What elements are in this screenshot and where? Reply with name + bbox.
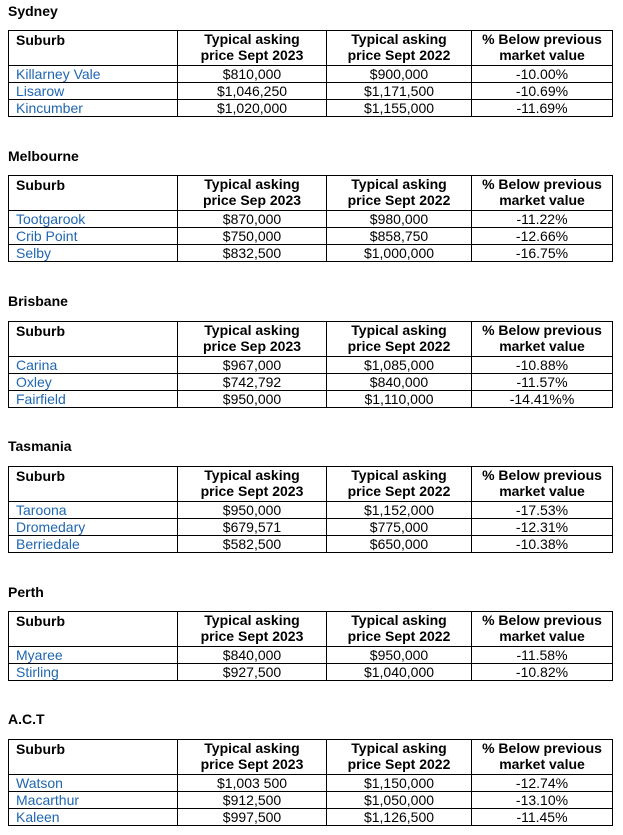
header-below-previous (472, 740, 613, 775)
header-text: price Sept 2023 (200, 756, 304, 772)
cell-suburb[interactable]: Berriedale (9, 536, 178, 553)
header-text: Typical asking (351, 176, 447, 192)
header-text: Typical asking (204, 176, 300, 192)
header-suburb: Suburb (9, 612, 178, 647)
cell-suburb[interactable]: Taroona (9, 502, 178, 519)
header-suburb: Suburb (9, 31, 178, 66)
table-row (9, 664, 613, 681)
header-text: Typical asking (204, 467, 300, 483)
cell-suburb[interactable]: Lisarow (9, 83, 178, 100)
header-text: price Sept 2023 (200, 628, 304, 644)
table-row (9, 245, 613, 262)
header-text: % Below previous (482, 322, 602, 338)
cell-price-2022: $1,155,000 (327, 100, 472, 117)
header-text: Typical asking (204, 612, 300, 628)
cell-price-2023: $750,000 (178, 228, 327, 245)
table-sydney (8, 30, 613, 117)
cell-price-2022: $1,000,000 (327, 245, 472, 262)
header-suburb: Suburb (9, 176, 178, 211)
table-brisbane (8, 321, 613, 408)
header-text: market value (499, 628, 585, 644)
header-text: % Below previous (482, 31, 602, 47)
table-row (9, 647, 613, 664)
section-title-a-c-t: A.C.T (8, 711, 45, 727)
cell-price-2022: $1,040,000 (327, 664, 472, 681)
header-text: Typical asking (351, 467, 447, 483)
header-text: price Sept 2022 (347, 756, 451, 772)
cell-price-2023: $679,571 (178, 519, 327, 536)
header-text: Typical asking (351, 31, 447, 47)
section-title-perth: Perth (8, 584, 44, 600)
cell-price-2023: $1,020,000 (178, 100, 327, 117)
table-row (9, 502, 613, 519)
cell-below-pct: -11.69% (472, 100, 613, 117)
cell-suburb[interactable]: Macarthur (9, 792, 178, 809)
header-text: market value (499, 483, 585, 499)
header-asking-2023 (178, 322, 327, 357)
cell-price-2022: $1,050,000 (327, 792, 472, 809)
cell-price-2022: $1,085,000 (327, 357, 472, 374)
header-suburb: Suburb (9, 322, 178, 357)
header-text: price Sep 2023 (202, 338, 302, 354)
cell-price-2022: $1,171,500 (327, 83, 472, 100)
table-row (9, 66, 613, 83)
header-text: Typical asking (351, 740, 447, 756)
cell-price-2022: $1,150,000 (327, 775, 472, 792)
header-asking-2022 (327, 740, 472, 775)
header-asking-2023 (178, 176, 327, 211)
cell-below-pct: -16.75% (472, 245, 613, 262)
table-a-c-t (8, 739, 613, 826)
header-text: market value (499, 192, 585, 208)
cell-price-2022: $1,110,000 (327, 391, 472, 408)
table-row (9, 228, 613, 245)
cell-price-2023: $832,500 (178, 245, 327, 262)
header-text: price Sept 2023 (200, 47, 304, 63)
table-row (9, 391, 613, 408)
table-row (9, 792, 613, 809)
cell-below-pct: -10.00% (472, 66, 613, 83)
cell-below-pct: -10.38% (472, 536, 613, 553)
header-asking-2022 (327, 31, 472, 66)
header-text: Typical asking (204, 31, 300, 47)
cell-suburb[interactable]: Oxley (9, 374, 178, 391)
header-row (9, 612, 613, 647)
header-asking-2023 (178, 612, 327, 647)
section-title-sydney: Sydney (8, 3, 58, 19)
cell-below-pct: -10.82% (472, 664, 613, 681)
cell-price-2022: $980,000 (327, 211, 472, 228)
table-row (9, 374, 613, 391)
cell-price-2023: $742,792 (178, 374, 327, 391)
cell-below-pct: -12.66% (472, 228, 613, 245)
header-asking-2022 (327, 467, 472, 502)
cell-suburb[interactable]: Watson (9, 775, 178, 792)
cell-price-2023: $840,000 (178, 647, 327, 664)
cell-price-2022: $950,000 (327, 647, 472, 664)
header-asking-2022 (327, 176, 472, 211)
header-below-previous (472, 467, 613, 502)
header-row (9, 176, 613, 211)
header-below-previous (472, 612, 613, 647)
cell-price-2023: $870,000 (178, 211, 327, 228)
cell-suburb[interactable]: Stirling (9, 664, 178, 681)
cell-below-pct: -11.45% (472, 809, 613, 826)
header-asking-2022 (327, 612, 472, 647)
cell-suburb[interactable]: Carina (9, 357, 178, 374)
cell-below-pct: -11.22% (472, 211, 613, 228)
header-text: market value (499, 756, 585, 772)
table-row (9, 100, 613, 117)
header-text: % Below previous (482, 740, 602, 756)
header-below-previous (472, 31, 613, 66)
header-text: price Sept 2022 (347, 338, 451, 354)
header-text: price Sept 2022 (347, 192, 451, 208)
cell-suburb[interactable]: Myaree (9, 647, 178, 664)
cell-suburb[interactable]: Tootgarook (9, 211, 178, 228)
header-text: Typical asking (351, 612, 447, 628)
cell-price-2023: $950,000 (178, 391, 327, 408)
section-title-tasmania: Tasmania (8, 438, 72, 454)
header-text: % Below previous (482, 176, 602, 192)
cell-below-pct: -12.31% (472, 519, 613, 536)
cell-suburb[interactable]: Dromedary (9, 519, 178, 536)
cell-price-2022: $900,000 (327, 66, 472, 83)
section-title-melbourne: Melbourne (8, 148, 79, 164)
table-row (9, 357, 613, 374)
cell-below-pct: -11.58% (472, 647, 613, 664)
header-below-previous (472, 322, 613, 357)
header-text: price Sept 2023 (200, 483, 304, 499)
cell-price-2023: $950,000 (178, 502, 327, 519)
table-row (9, 775, 613, 792)
cell-suburb[interactable]: Kincumber (9, 100, 178, 117)
header-row (9, 31, 613, 66)
header-asking-2023 (178, 467, 327, 502)
table-row (9, 809, 613, 826)
header-suburb: Suburb (9, 467, 178, 502)
cell-price-2023: $927,500 (178, 664, 327, 681)
cell-price-2023: $1,046,250 (178, 83, 327, 100)
header-asking-2022 (327, 322, 472, 357)
cell-price-2023: $1,003 500 (178, 775, 327, 792)
cell-price-2022: $650,000 (327, 536, 472, 553)
header-text: Typical asking (204, 740, 300, 756)
section-title-brisbane: Brisbane (8, 293, 68, 309)
header-below-previous (472, 176, 613, 211)
header-suburb: Suburb (9, 740, 178, 775)
cell-price-2022: $858,750 (327, 228, 472, 245)
header-text: % Below previous (482, 467, 602, 483)
header-text: price Sept 2022 (347, 47, 451, 63)
cell-below-pct: -10.88% (472, 357, 613, 374)
cell-price-2022: $1,126,500 (327, 809, 472, 826)
header-asking-2023 (178, 740, 327, 775)
cell-price-2023: $810,000 (178, 66, 327, 83)
cell-below-pct: -10.69% (472, 83, 613, 100)
cell-price-2022: $775,000 (327, 519, 472, 536)
cell-price-2023: $967,000 (178, 357, 327, 374)
header-text: % Below previous (482, 612, 602, 628)
cell-suburb[interactable]: Fairfield (9, 391, 178, 408)
cell-price-2023: $912,500 (178, 792, 327, 809)
cell-suburb[interactable]: Selby (9, 245, 178, 262)
header-asking-2023 (178, 31, 327, 66)
header-text: Typical asking (204, 322, 300, 338)
cell-below-pct: -17.53% (472, 502, 613, 519)
table-melbourne (8, 175, 613, 262)
header-text: Typical asking (351, 322, 447, 338)
cell-suburb[interactable]: Kaleen (9, 809, 178, 826)
cell-price-2022: $840,000 (327, 374, 472, 391)
cell-suburb[interactable]: Killarney Vale (9, 66, 178, 83)
table-tasmania (8, 466, 613, 553)
cell-price-2022: $1,152,000 (327, 502, 472, 519)
cell-price-2023: $582,500 (178, 536, 327, 553)
cell-below-pct: -11.57% (472, 374, 613, 391)
cell-price-2023: $997,500 (178, 809, 327, 826)
table-row (9, 519, 613, 536)
table-row (9, 83, 613, 100)
cell-below-pct: -14.41%% (472, 391, 613, 408)
table-row (9, 211, 613, 228)
header-text: market value (499, 47, 585, 63)
table-row (9, 536, 613, 553)
table-perth (8, 611, 613, 681)
header-row (9, 322, 613, 357)
header-text: price Sep 2023 (202, 192, 302, 208)
cell-suburb[interactable]: Crib Point (9, 228, 178, 245)
cell-below-pct: -12.74% (472, 775, 613, 792)
header-row (9, 740, 613, 775)
header-text: price Sept 2022 (347, 483, 451, 499)
header-text: market value (499, 338, 585, 354)
cell-below-pct: -13.10% (472, 792, 613, 809)
header-text: price Sept 2022 (347, 628, 451, 644)
header-row (9, 467, 613, 502)
